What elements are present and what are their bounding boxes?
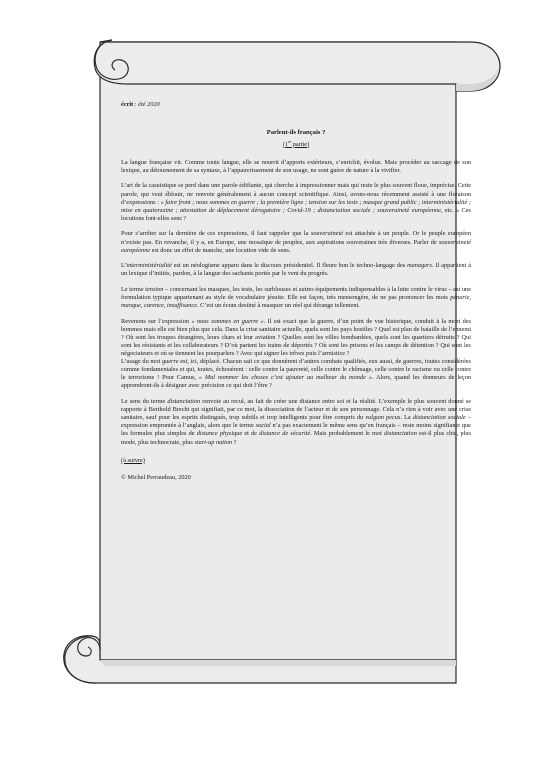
p3-em-b: souveraineté xyxy=(310,230,343,238)
date-label: écrit xyxy=(121,101,134,108)
p3-text-c: est attachée à un peuple. Or le peuple européen n’existe pas. En revanche, il y a, en Europe, une mosaïque de peuples, aux aspirations souveraines très diverses. Parler de xyxy=(121,230,471,246)
p6-em-g: « Mal nommer les choses c’est ajouter au malheur du monde » xyxy=(198,374,372,382)
title-block xyxy=(121,129,471,149)
paragraph-6 xyxy=(121,318,471,391)
p5-em-b: tension xyxy=(145,285,164,293)
paragraph-7 xyxy=(121,398,471,447)
p6-text-h: . Alors, quand les donneurs de leçon apprendront-ils à désigner avec précision ce qui doit l’être ? xyxy=(121,374,471,390)
p7-em-d: vulgum pecus xyxy=(365,414,401,422)
p7-text-k: et de xyxy=(242,430,260,438)
date-line xyxy=(121,101,471,109)
p6-text-a: Revenons sur l’expression xyxy=(121,317,192,325)
p6-text-f: est, ici, déplacé. Chacun sait ce que donnèrent d’autres combats qualifiés, eux aussi, de guerres, toutes considérées comme fondamentales et qui, toutes, échouèrent : celle contre la pauvreté, celle contre le chômage, celle contre le racisme ou celle contre le terrorisme ! Pour Camus, xyxy=(121,358,471,382)
document-subtitle: (1re partie) xyxy=(282,138,310,148)
p2-text-a: L’art de la casuistique se perd dans une parole édifiante, qui cherche à impressionner mais qui reste le plus souvent floue, imprécise. Cette parole, qui veut éblouir, ne renvoie généralement à aucun concept scientifique. Ainsi, avons-nous récemment assisté à une floraison d’expressions : xyxy=(121,182,471,206)
paragraph-5 xyxy=(121,286,471,310)
p2-text-c: , etc. » Ces locutions font-elles sens ? xyxy=(121,206,471,222)
p4-em-b: interministérialité xyxy=(126,262,172,270)
p5-text-a: Le terme xyxy=(121,285,146,293)
p7-em-b: distanciation xyxy=(167,398,201,406)
p6-text-c: . Il est exact que la guerre, d’un point de vue historique, conduit à la mort des hommes mais elle est bien plus que cela. Dans la crise sanitaire actuelle, quels sont les pays hostiles ? Quel est plan de bataille de l’ennemi ? Où sont les troupes étrangères, leurs chars et leur aviation ? Quelles sont les villes bombardées, quels sont les quartiers détruits ? Qui sont les résistants et les collaborateurs ? D’où partent les trains de déportés ? Où sont les prisons et les camps de détention ? Qui sont les négociateurs et où se tiennent les pourparlers ? Avec qui signer les trêves puis l’armistice ? xyxy=(121,317,471,358)
p7-em-l: distance de sécurité xyxy=(259,430,311,438)
p6-em-b: « nous sommes en guerre » xyxy=(191,317,264,325)
subtitle-number: 1 xyxy=(284,140,289,148)
document-title: Parlent-ils français ? xyxy=(266,129,326,137)
document-text xyxy=(121,101,471,489)
subtitle-superscript: re xyxy=(288,138,292,144)
date-value: été 2020 xyxy=(138,101,160,108)
p5-text-c: – concernant les masques, les tests, les surblouses et autres équipements indispensables à la lutte contre le virus – est une formulation typique appartenant au style de vocabulaire jésuite. Elle est façon, très mensongère, de ne pas prononcer les mots xyxy=(121,285,472,301)
p5-em-d: pénurie, manque, carence, insuffisance xyxy=(121,294,471,310)
p7-text-m: . Mais probablement le mot xyxy=(310,430,384,438)
p7-text-q: ? xyxy=(232,438,237,446)
p6-text-d: L’usage du mot xyxy=(121,358,162,366)
p7-em-n: distanciation xyxy=(383,430,417,438)
paragraph-2 xyxy=(121,182,471,222)
p3-em-d: souveraineté européenne xyxy=(121,238,471,254)
date-separator: : xyxy=(133,101,139,108)
copyright: © Michel Perraudeau, 2020 xyxy=(121,473,191,481)
p7-text-o: est-il plus chic, plus mode, plus technocrate, plus xyxy=(121,430,472,446)
paragraph-1: La langue française vit. Comme toute langue, elle se nourrit d’apports extérieurs, s’enrichit, évolue. Mais procéder au saccage de son lexique, au détournement de sa syntaxe, à l’appauvrissement de son usage, ne sont guère de nature à la vivifier. xyxy=(121,158,471,174)
p7-em-f: distanciation sociale xyxy=(412,414,466,422)
scroll-bottom-shade xyxy=(100,660,456,666)
p4-text-e: . Il appartient à un lexique d’initiés, pardon, à la langue des sachants portés par le vent du progrès. xyxy=(121,262,471,278)
p7-em-h: social xyxy=(255,422,271,430)
p7-text-e: . La xyxy=(400,414,413,422)
p2-expressions: « faire front ; nous sommes en guerre ; la première ligne ; tension sur les tests ; masque grand public ; interministérialité ; mise en quatorzaine ; attestation de déplacement dérogatoire ; Covid-19 ; distanciation sociale ; souveraineté européenne xyxy=(121,198,471,214)
p4-em-d: managers xyxy=(407,262,432,270)
p6-em-e: guerre xyxy=(161,358,179,366)
a-suivre: (à suivre) xyxy=(121,456,145,464)
paragraph-4 xyxy=(121,262,471,278)
p7-text-i: n’a pas exactement le même sens qu’en français – reste moins signifiante que les formules plus simples de xyxy=(121,422,471,438)
p7-text-g: – expression empruntée à l’anglais, alors que le terme xyxy=(121,414,472,430)
scroll-top-roll xyxy=(94,40,500,91)
p3-text-e: est donc un effet de manche, une locution vide de sens. xyxy=(150,246,291,254)
p7-em-j: distance physique xyxy=(196,430,243,438)
paragraph-3 xyxy=(121,230,471,254)
p7-text-c: renvoie au recul, au fait de créer une distance entre soi et la réalité. L’exemple le plus souvent donné se rapporte à Berthold Brecht qui signifiait, par ce mot, la dissociation de l’acteur et de son personnage. Cela n’a rien à voir avec une crise sanitaire, sauf pour les esprits distingués, trop subtils et trop intelligents pour être compris du xyxy=(121,398,471,422)
p7-em-p: start-up nation xyxy=(194,438,233,446)
p4-text-c: est un néologisme apparu dans le discours présidentiel. Il fleure bon le techno-langage des xyxy=(171,262,408,270)
p5-text-e: . C’est un écran destiné à masquer un réel qui dérange tellement. xyxy=(197,302,360,310)
p3-text-a: Pour s’arrêter sur la dernière de ces expressions, il faut rappeler que la xyxy=(121,230,311,238)
p7-text-a: Le sens du terme xyxy=(121,398,168,406)
subtitle-rest: partie xyxy=(291,140,308,148)
p4-text-a: L’ xyxy=(121,262,127,270)
